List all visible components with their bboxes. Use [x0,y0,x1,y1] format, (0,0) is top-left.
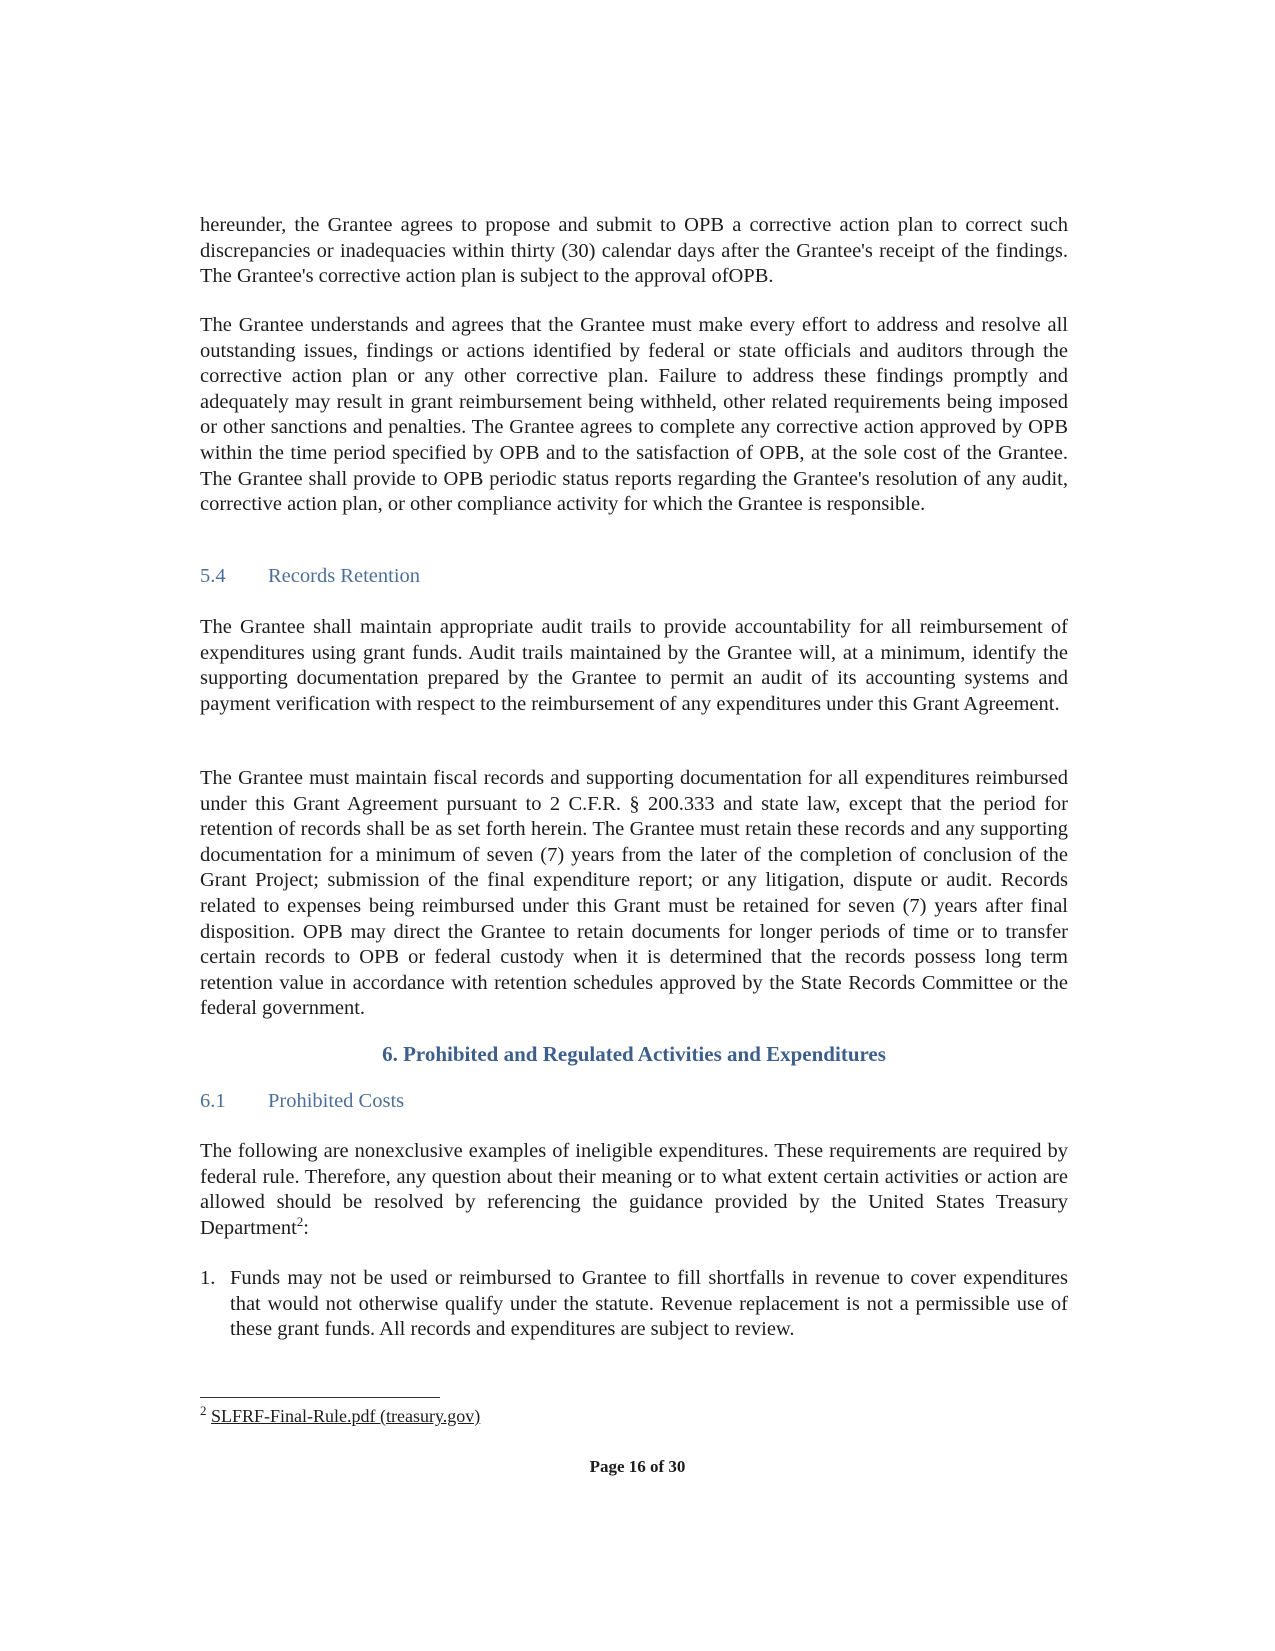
section-title: Prohibited Costs [268,1090,405,1112]
list-marker: 1. [200,1267,216,1289]
paragraph-text: The following are nonexclusive examples of ineligible expenditures. These requirements are required by federal rule. Therefore, any question about their meaning or to what extent certain activities or action are allowed should be resolved by referencing the guidance provided by the United States Treasury Department [200,1140,1068,1239]
section-heading-5-4 [200,563,420,589]
section-heading-6-1 [200,1088,404,1114]
footnote-reference[interactable]: 2 [296,1213,304,1229]
paragraph-outstanding-issues: The Grantee understands and agrees that the Grantee must make every effort to address and resolve all outstanding issues, findings or actions identified by federal or state officials and auditors through the corrective action plan or any other corrective plan. Failure to address these findings promptly and adequately may result in grant reimbursement being withheld, other related requirements being imposed or other sanctions and penalties. The Grantee agrees to complete any corrective action approved by OPB within the time period specified by OPB and to the satisfaction of OPB, at the sole cost of the Grantee. The Grantee shall provide to OPB periodic status reports regarding the Grantee's resolution of any audit, corrective action plan, or other compliance activity for which the Grantee is responsible. [200,314,1068,516]
footnote-marker: 2 [200,1403,207,1418]
list-item [200,1266,1068,1343]
section-number: 6.1 [200,1090,226,1112]
footnote-divider [200,1397,440,1398]
footnote [200,1405,480,1427]
footnote-link[interactable]: SLFRF-Final-Rule.pdf (treasury.gov) [211,1406,481,1426]
paragraph-corrective-plan: hereunder, the Grantee agrees to propose and submit to OPB a corrective action plan to correct such discrepancies or inadequacies within thirty (30) calendar days after the Grantee's receipt of the findings. The Grantee's corrective action plan is subject to the approval ofOPB. [200,214,1068,288]
main-heading-6: 6. Prohibited and Regulated Activities and Expenditures [382,1042,886,1066]
paragraph-ineligible-expenditures [200,1139,1068,1241]
paragraph-audit-trails: The Grantee shall maintain appropriate audit trails to provide accountability for all reimbursement of expenditures using grant funds. Audit trails maintained by the Grantee will, at a minimum, identify the supporting documentation prepared by the Grantee to permit an audit of its accounting systems and payment verification with respect to the reimbursement of any expenditures under this Grant Agreement. [200,616,1068,715]
paragraph-end: : [303,1216,309,1239]
paragraph-fiscal-records: The Grantee must maintain fiscal records and supporting documentation for all expenditures reimbursed under this Grant Agreement pursuant to 2 C.F.R. § 200.333 and state law, except that the period for retention of records shall be as set forth herein. The Grantee must retain these records and any supporting documentation for a minimum of seven (7) years from the later of the completion of conclusion of the Grant Project; submission of the final expenditure report; or any litigation, dispute or audit. Records related to expenses being reimbursed under this Grant must be retained for seven (7) years after final disposition. OPB may direct the Grantee to retain documents for longer periods of time or to transfer certain records to OPB or federal custody when it is determined that the records possess long term retention value in accordance with retention schedules approved by the State Records Committee or the federal government. [200,767,1068,1020]
section-number: 5.4 [200,565,226,587]
list-item-text: Funds may not be used or reimbursed to Grantee to fill shortfalls in revenue to cover expenditures that would not otherwise qualify under the statute. Revenue replacement is not a permissible use of these grant funds. All records and expenditures are subject to review. [230,1267,1068,1341]
page-number: Page 16 of 30 [589,1457,686,1476]
section-title: Records Retention [268,565,421,587]
